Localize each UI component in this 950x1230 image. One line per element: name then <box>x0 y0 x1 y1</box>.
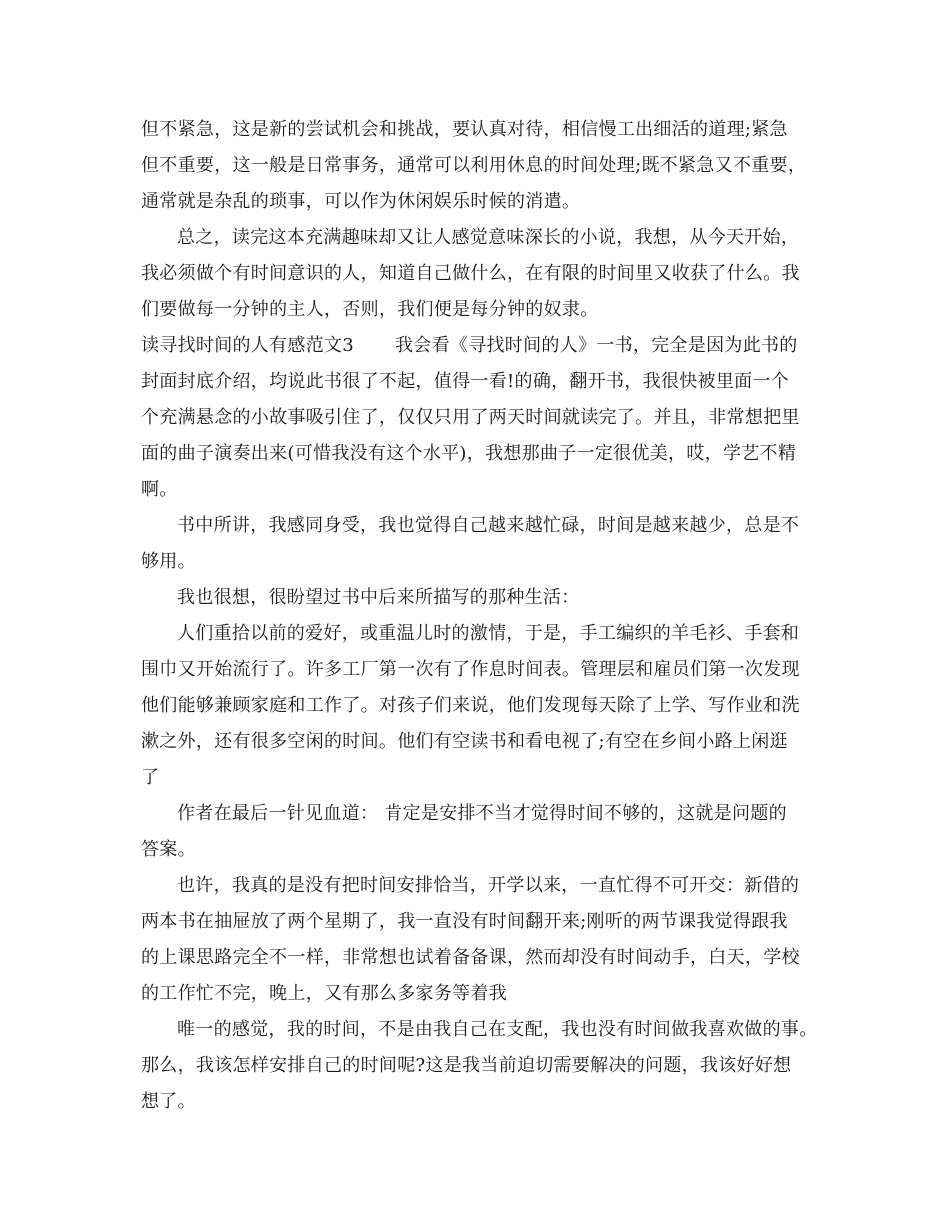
text-line: 总之，读完这本充满趣味却又让人感觉意味深长的小说，我想，从今天开始， <box>177 227 800 248</box>
text-line: 面的曲子演奏出来(可惜我没有这个水平)，我想那曲子一定很优美，哎，学艺不精 <box>141 443 797 464</box>
text-line: 了 <box>141 767 160 788</box>
text-line: 那么，我该怎样安排自己的时间呢?这是我当前迫切需要解决的问题，我该好好想 <box>141 1055 792 1076</box>
section-heading: 读寻找时间的人有感范文3 <box>141 335 355 356</box>
text-line: 他们能够兼顾家庭和工作了。对孩子们来说，他们发现每天除了上学、写作业和洗 <box>141 695 800 716</box>
text-line: 封面封底介绍，均说此书很了不起，值得一看!的确，翻开书，我很快被里面一个 <box>141 371 790 392</box>
text-line: 的工作忙不完，晚上，又有那么多家务等着我 <box>141 983 507 1004</box>
text-line: 我必须做个有时间意识的人，知道自己做什么，在有限的时间里又收获了什么。我 <box>141 263 800 284</box>
text-line: 漱之外，还有很多空闲的时间。他们有空读书和看电视了;有空在乡间小路上闲逛 <box>141 731 788 752</box>
text-line: 个充满悬念的小故事吸引住了，仅仅只用了两天时间就读完了。并且，非常想把里 <box>141 407 800 428</box>
text-line: 但不重要，这一般是日常事务，通常可以利用休息的时间处理;既不紧急又不重要， <box>141 155 807 176</box>
text-line: 的上课思路完全不一样，非常想也试着备备课，然而却没有时间动手，白天，学校 <box>141 947 800 968</box>
text-line: 答案。 <box>141 839 196 860</box>
text-line: 唯一的感觉，我的时间，不是由我自己在支配，我也没有时间做我喜欢做的事。 <box>177 1019 818 1040</box>
text-line: 我会看《寻找时间的人》一书，完全是因为此书的 <box>395 335 798 356</box>
text-line: 够用。 <box>141 551 196 572</box>
text-line: 人们重拾以前的爱好，或重温儿时的激情，于是，手工编织的羊毛衫、手套和 <box>177 623 800 644</box>
text-line: 两本书在抽屉放了两个星期了，我一直没有时间翻开来;刚听的两节课我觉得跟我 <box>141 911 788 932</box>
text-line: 但不紧急，这是新的尝试机会和挑战，要认真对待，相信慢工出细活的道理;紧急 <box>141 119 788 140</box>
text-line: 也许，我真的是没有把时间安排恰当，开学以来，一直忙得不可开交：新借的 <box>177 875 800 896</box>
text-line: 通常就是杂乱的琐事，可以作为休闲娱乐时候的消遣。 <box>141 191 581 212</box>
text-line: 围巾又开始流行了。许多工厂第一次有了作息时间表。管理层和雇员们第一次发现 <box>141 659 800 680</box>
text-line: 想了。 <box>141 1091 196 1112</box>
text-line: 我也很想，很盼望过书中后来所描写的那种生活： <box>177 587 580 608</box>
text-line: 作者在最后一针见血道： 肯定是安排不当才觉得时间不够的，这就是问题的 <box>177 803 787 824</box>
text-line: 们要做每一分钟的主人，否则，我们便是每分钟的奴隶。 <box>141 299 599 320</box>
text-line: 啊。 <box>141 479 178 500</box>
section-heading-line <box>141 334 841 358</box>
text-line: 书中所讲，我感同身受，我也觉得自己越来越忙碌，时间是越来越少，总是不 <box>177 515 800 536</box>
